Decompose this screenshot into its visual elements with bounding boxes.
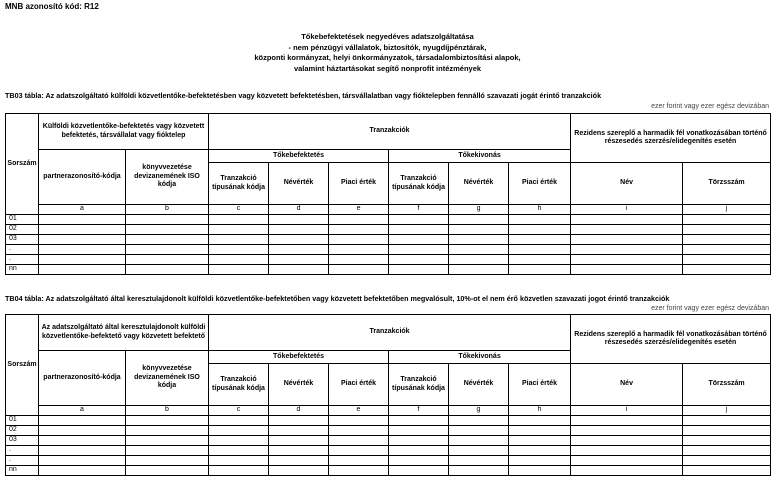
- data-cell[interactable]: [509, 446, 571, 456]
- data-cell[interactable]: [269, 456, 329, 466]
- transactions-header: Tranzakciók: [209, 315, 571, 351]
- data-cell[interactable]: [389, 416, 449, 426]
- column-letter: h: [509, 406, 571, 416]
- resident-party-header: Rezidens szereplő a harmadik fél vonatkozásában történő részesedés szerzés/elidegenítés esetén: [571, 315, 771, 364]
- data-cell[interactable]: [329, 416, 389, 426]
- row-number: 02: [6, 426, 39, 436]
- data-cell[interactable]: [209, 416, 269, 426]
- data-cell[interactable]: [269, 436, 329, 446]
- data-cell[interactable]: [269, 215, 329, 225]
- data-cell[interactable]: [329, 265, 389, 275]
- data-cell[interactable]: [683, 416, 771, 426]
- registry-number-header: Törzsszám: [683, 163, 771, 205]
- data-cell[interactable]: [329, 446, 389, 456]
- data-cell[interactable]: [449, 255, 509, 265]
- column-letter: h: [509, 205, 571, 215]
- iso-currency-header: könyvvezetése devizanemének ISO kódja: [126, 150, 209, 205]
- entity-group-header: Az adatszolgáltató által keresztulajdonolt külföldi közvetlentőke-befektető vagy közvetett befektető: [39, 315, 209, 351]
- data-cell[interactable]: [389, 265, 449, 275]
- data-cell[interactable]: [209, 265, 269, 275]
- data-cell[interactable]: [329, 466, 389, 476]
- data-cell[interactable]: [269, 446, 329, 456]
- nominal-header-invest: Névérték: [269, 163, 329, 205]
- data-cell[interactable]: [269, 225, 329, 235]
- column-letter: i: [571, 205, 683, 215]
- data-cell[interactable]: [683, 225, 771, 235]
- data-cell[interactable]: [571, 466, 683, 476]
- data-cell[interactable]: [39, 446, 126, 456]
- data-cell[interactable]: [329, 225, 389, 235]
- sorszam-header: Sorszám: [6, 315, 39, 416]
- column-letter: e: [329, 205, 389, 215]
- data-cell[interactable]: [389, 466, 449, 476]
- data-cell[interactable]: [449, 265, 509, 275]
- data-cell[interactable]: [39, 426, 126, 436]
- data-cell[interactable]: [209, 436, 269, 446]
- data-cell[interactable]: [571, 426, 683, 436]
- tr-type-header-withdraw: Tranzakció típusának kódja: [389, 364, 449, 406]
- data-cell[interactable]: [329, 426, 389, 436]
- tr-type-header-invest: Tranzakció típusának kódja: [209, 163, 269, 205]
- data-cell[interactable]: [126, 446, 209, 456]
- data-cell[interactable]: [389, 446, 449, 456]
- withdrawal-header: Tőkekivonás: [389, 150, 571, 163]
- data-cell[interactable]: [269, 255, 329, 265]
- data-cell[interactable]: [329, 235, 389, 245]
- data-cell[interactable]: [449, 225, 509, 235]
- column-letter: b: [126, 406, 209, 416]
- data-cell[interactable]: [509, 255, 571, 265]
- row-number: .: [6, 245, 39, 255]
- data-cell[interactable]: [509, 416, 571, 426]
- table-caption-tb03: TB03 tábla: Az adatszolgáltató külföldi közvetlentőke-befektetésben vagy közvetett befektetésben, társvállalatban vagy fióktelepben fennálló szavazati jogát érintő tranzakciók: [5, 91, 602, 100]
- data-cell[interactable]: [39, 416, 126, 426]
- data-cell[interactable]: [509, 426, 571, 436]
- heading-line: - nem pénzügyi vállalatok, biztosítók, nyugdíjpénztárak,: [288, 42, 487, 52]
- data-cell[interactable]: [209, 255, 269, 265]
- transactions-header: Tranzakciók: [209, 114, 571, 150]
- partner-id-header: partnerazonosító-kódja: [39, 351, 126, 406]
- row-number: 03: [6, 235, 39, 245]
- data-cell[interactable]: [39, 255, 126, 265]
- data-cell[interactable]: [449, 245, 509, 255]
- data-cell[interactable]: [389, 215, 449, 225]
- row-number: 01: [6, 215, 39, 225]
- data-cell[interactable]: [683, 446, 771, 456]
- unit-note-tb03: ezer forint vagy ezer egész devizában: [651, 103, 769, 110]
- column-letter: g: [449, 406, 509, 416]
- data-cell[interactable]: [209, 456, 269, 466]
- data-cell[interactable]: [126, 235, 209, 245]
- table-caption-tb04: TB04 tábla: Az adatszolgáltató által keresztulajdonolt külföldi közvetlentőke-befektetőben vagy közvetett befektetőben megvalósult, 10%-ot el nem érő közvetlen szavazati jogot érintő tranzakciók: [5, 294, 670, 303]
- mnb-code: MNB azonosító kód: R12: [5, 2, 99, 11]
- column-letter: f: [389, 406, 449, 416]
- data-cell[interactable]: [389, 426, 449, 436]
- data-cell[interactable]: [329, 215, 389, 225]
- data-cell[interactable]: [39, 215, 126, 225]
- data-cell[interactable]: [449, 436, 509, 446]
- data-cell[interactable]: [126, 416, 209, 426]
- column-letter: b: [126, 205, 209, 215]
- data-cell[interactable]: [571, 215, 683, 225]
- data-cell[interactable]: [683, 436, 771, 446]
- sorszam-header: Sorszám: [6, 114, 39, 215]
- data-cell[interactable]: [449, 426, 509, 436]
- data-cell[interactable]: [126, 466, 209, 476]
- data-cell[interactable]: [389, 255, 449, 265]
- market-header-withdraw: Piaci érték: [509, 163, 571, 205]
- column-letter: a: [39, 205, 126, 215]
- heading-line: központi kormányzat, helyi önkormányzatok, társadalombiztosítási alapok,: [254, 53, 521, 62]
- row-number: nn: [6, 265, 39, 275]
- registry-number-header: Törzsszám: [683, 364, 771, 406]
- data-cell[interactable]: [126, 436, 209, 446]
- data-cell[interactable]: [126, 255, 209, 265]
- data-cell[interactable]: [39, 436, 126, 446]
- data-cell[interactable]: [683, 245, 771, 255]
- data-cell[interactable]: [269, 426, 329, 436]
- data-cell[interactable]: [571, 265, 683, 275]
- data-cell[interactable]: [571, 436, 683, 446]
- data-cell[interactable]: [269, 466, 329, 476]
- table-tb04: [5, 314, 771, 476]
- data-cell[interactable]: [269, 416, 329, 426]
- data-cell[interactable]: [509, 245, 571, 255]
- column-letter: d: [269, 205, 329, 215]
- investment-header: Tőkebefektetés: [209, 150, 389, 163]
- data-cell[interactable]: [683, 215, 771, 225]
- data-cell[interactable]: [509, 225, 571, 235]
- row-number: .: [6, 446, 39, 456]
- tr-type-header-withdraw: Tranzakció típusának kódja: [389, 163, 449, 205]
- unit-note-tb04: ezer forint vagy ezer egész devizában: [651, 305, 769, 312]
- data-cell[interactable]: [509, 466, 571, 476]
- market-header-withdraw: Piaci érték: [509, 364, 571, 406]
- data-cell[interactable]: [389, 225, 449, 235]
- nominal-header-invest: Névérték: [269, 364, 329, 406]
- data-cell[interactable]: [683, 426, 771, 436]
- data-cell[interactable]: [449, 446, 509, 456]
- partner-id-header: partnerazonosító-kódja: [39, 150, 126, 205]
- column-letter: e: [329, 406, 389, 416]
- data-cell[interactable]: [389, 235, 449, 245]
- column-letter: j: [683, 406, 771, 416]
- row-number: 02: [6, 225, 39, 235]
- data-cell[interactable]: [509, 456, 571, 466]
- nominal-header-withdraw: Névérték: [449, 163, 509, 205]
- column-letter: d: [269, 406, 329, 416]
- data-cell[interactable]: [509, 215, 571, 225]
- data-cell[interactable]: [329, 436, 389, 446]
- column-letter: j: [683, 205, 771, 215]
- data-cell[interactable]: [389, 245, 449, 255]
- data-cell[interactable]: [389, 456, 449, 466]
- data-cell[interactable]: [449, 235, 509, 245]
- heading-line: Tőkebefektetések negyedéves adatszolgáltatása: [301, 32, 474, 41]
- data-cell[interactable]: [126, 265, 209, 275]
- data-cell[interactable]: [329, 456, 389, 466]
- data-cell[interactable]: [571, 225, 683, 235]
- data-cell[interactable]: [683, 235, 771, 245]
- data-cell[interactable]: [209, 446, 269, 456]
- data-cell[interactable]: [571, 446, 683, 456]
- column-letter: c: [209, 406, 269, 416]
- data-cell[interactable]: [39, 245, 126, 255]
- data-cell[interactable]: [683, 255, 771, 265]
- table-tb03: [5, 113, 771, 275]
- data-cell[interactable]: [509, 265, 571, 275]
- nominal-header-withdraw: Névérték: [449, 364, 509, 406]
- data-cell[interactable]: [571, 235, 683, 245]
- data-cell[interactable]: [449, 456, 509, 466]
- data-cell[interactable]: [509, 235, 571, 245]
- data-cell[interactable]: [39, 235, 126, 245]
- data-cell[interactable]: [329, 255, 389, 265]
- iso-currency-header: könyvvezetése devizanemének ISO kódja: [126, 351, 209, 406]
- data-cell[interactable]: [209, 245, 269, 255]
- heading-line: valamint háztartásokat segítő nonprofit intézmények: [293, 63, 482, 73]
- data-cell[interactable]: [126, 456, 209, 466]
- data-cell[interactable]: [571, 456, 683, 466]
- investment-header: Tőkebefektetés: [209, 351, 389, 364]
- data-cell[interactable]: [449, 466, 509, 476]
- column-letter: c: [209, 205, 269, 215]
- data-cell[interactable]: [126, 245, 209, 255]
- market-header-invest: Piaci érték: [329, 364, 389, 406]
- resident-party-header: Rezidens szereplő a harmadik fél vonatkozásában történő részesedés szerzés/elidegenítés esetén: [571, 114, 771, 163]
- data-cell[interactable]: [39, 466, 126, 476]
- data-cell[interactable]: [126, 426, 209, 436]
- data-cell[interactable]: [329, 245, 389, 255]
- data-cell[interactable]: [209, 235, 269, 245]
- row-number: nn: [6, 466, 39, 476]
- data-cell[interactable]: [209, 426, 269, 436]
- data-cell[interactable]: [269, 235, 329, 245]
- data-cell[interactable]: [571, 245, 683, 255]
- data-cell[interactable]: [683, 456, 771, 466]
- data-cell[interactable]: [571, 416, 683, 426]
- withdrawal-header: Tőkekivonás: [389, 351, 571, 364]
- row-number: 01: [6, 416, 39, 426]
- row-number: .: [6, 456, 39, 466]
- data-cell[interactable]: [683, 265, 771, 275]
- data-cell[interactable]: [683, 466, 771, 476]
- data-cell[interactable]: [389, 436, 449, 446]
- data-cell[interactable]: [39, 456, 126, 466]
- market-header-invest: Piaci érték: [329, 163, 389, 205]
- data-cell[interactable]: [509, 436, 571, 446]
- entity-group-header: Külföldi közvetlentőke-befektetés vagy közvetett befektetés, társvállalat vagy fióktelep: [39, 114, 209, 150]
- data-cell[interactable]: [571, 255, 683, 265]
- document-heading: [0, 32, 775, 74]
- data-cell[interactable]: [209, 215, 269, 225]
- data-cell[interactable]: [449, 215, 509, 225]
- column-letter: a: [39, 406, 126, 416]
- data-cell[interactable]: [209, 225, 269, 235]
- data-cell[interactable]: [39, 225, 126, 235]
- data-cell[interactable]: [126, 215, 209, 225]
- column-letter: f: [389, 205, 449, 215]
- data-cell[interactable]: [449, 416, 509, 426]
- name-header: Név: [571, 163, 683, 205]
- data-cell[interactable]: [269, 245, 329, 255]
- row-number: 03: [6, 436, 39, 446]
- column-letter: i: [571, 406, 683, 416]
- row-number: .: [6, 255, 39, 265]
- data-cell[interactable]: [209, 466, 269, 476]
- data-cell[interactable]: [269, 265, 329, 275]
- name-header: Név: [571, 364, 683, 406]
- tr-type-header-invest: Tranzakció típusának kódja: [209, 364, 269, 406]
- column-letter: g: [449, 205, 509, 215]
- data-cell[interactable]: [126, 225, 209, 235]
- data-cell[interactable]: [39, 265, 126, 275]
